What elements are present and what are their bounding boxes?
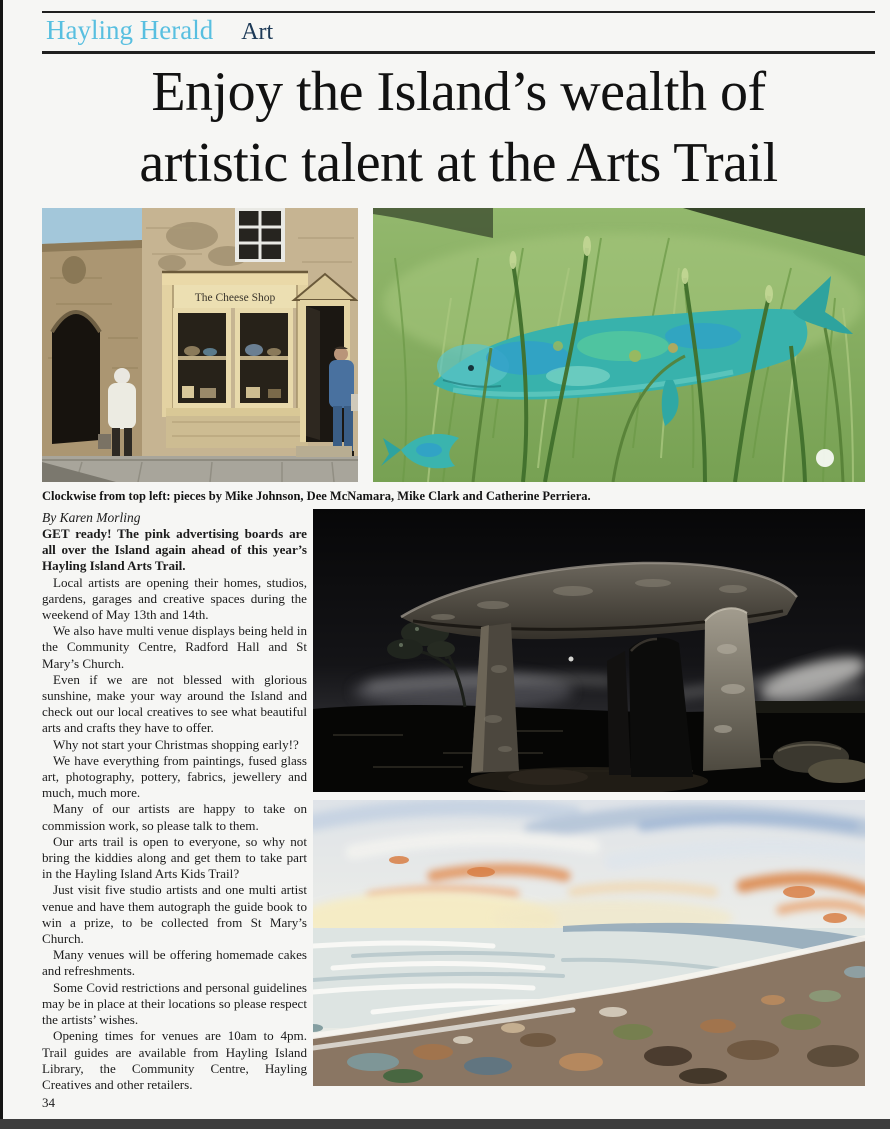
article-headline (42, 57, 875, 199)
article-paragraph: Just visit five studio artists and one multi artist venue and have them autograph the guide book to win a prize, to be collected from St Mary’s Church. (42, 882, 307, 947)
article-paragraph: Opening times for venues are 10am to 4pm. Trail guides are available from Hayling Island Library, the Community Centre, Hayling Creatives and other retailers. (42, 1028, 307, 1092)
page-content (42, 11, 875, 1111)
article-paragraph: GET ready! The pink advertising boards are all over the Island again ahead of this year’s Hayling Island Arts Trail. (42, 526, 307, 574)
photo-dolmen (313, 509, 865, 792)
byline: By Karen Morling (42, 510, 141, 525)
article-text-column (42, 509, 313, 1111)
masthead (42, 11, 875, 54)
article-body (42, 526, 307, 1093)
section-label: Art (241, 19, 274, 45)
article-columns (42, 509, 875, 1111)
page-number: 34 (42, 1095, 55, 1111)
page-left-edge (0, 0, 3, 1129)
watermark-circle (816, 449, 834, 467)
photo-whale-sculpture (373, 208, 865, 482)
photo-cheese-shop-painting (42, 208, 358, 482)
article-paragraph: We also have multi venue displays being held in the Community Centre, Radford Hall and St Mary’s Church. (42, 623, 307, 671)
article-paragraph: Local artists are opening their homes, studios, gardens, garages and creative spaces during the weekend of May 13th and 14th. (42, 574, 307, 623)
shop-window-left (173, 308, 231, 408)
shop-sign-text: The Cheese Shop (194, 292, 276, 304)
upper-window (235, 208, 285, 262)
article-paragraph: Many venues will be offering homemade cakes and refreshments. (42, 947, 307, 979)
article-paragraph: Many of our artists are happy to take on commission work, so please talk to them. (42, 801, 307, 833)
headline-line1: Enjoy the Island’s wealth of (151, 61, 766, 123)
article-paragraph: Why not start your Christmas shopping early!? (53, 736, 299, 752)
shop-window-right (235, 308, 293, 408)
headline-line2: artistic talent at the Arts Trail (139, 132, 778, 194)
photo-seascape-painting (313, 800, 865, 1086)
top-photo-row (42, 208, 875, 482)
page-bottom-bar (0, 1119, 890, 1129)
publication-title: Hayling Herald (46, 15, 214, 45)
article-paragraph: Our arts trail is open to everyone, so why not bring the kiddies along and get them to take part in the Hayling Island Arts Kids Trail? (42, 833, 307, 882)
article-paragraph: Some Covid restrictions and personal guidelines may be in place at their locations so please respect the artists’ wishes. (42, 979, 307, 1028)
article-paragraph: Even if we are not blessed with glorious sunshine, make your way around the Island and check out our local creatives to see what beautiful arts and crafts they have to offer. (42, 671, 307, 736)
article-image-column (313, 509, 865, 1111)
photo-caption: Clockwise from top left: pieces by Mike Johnson, Dee McNamara, Mike Clark and Catherine Perriera. (42, 489, 591, 503)
article-paragraph: We have everything from paintings, fused glass art, photography, pottery, fabrics, jewellery and much, much more. (42, 752, 307, 801)
